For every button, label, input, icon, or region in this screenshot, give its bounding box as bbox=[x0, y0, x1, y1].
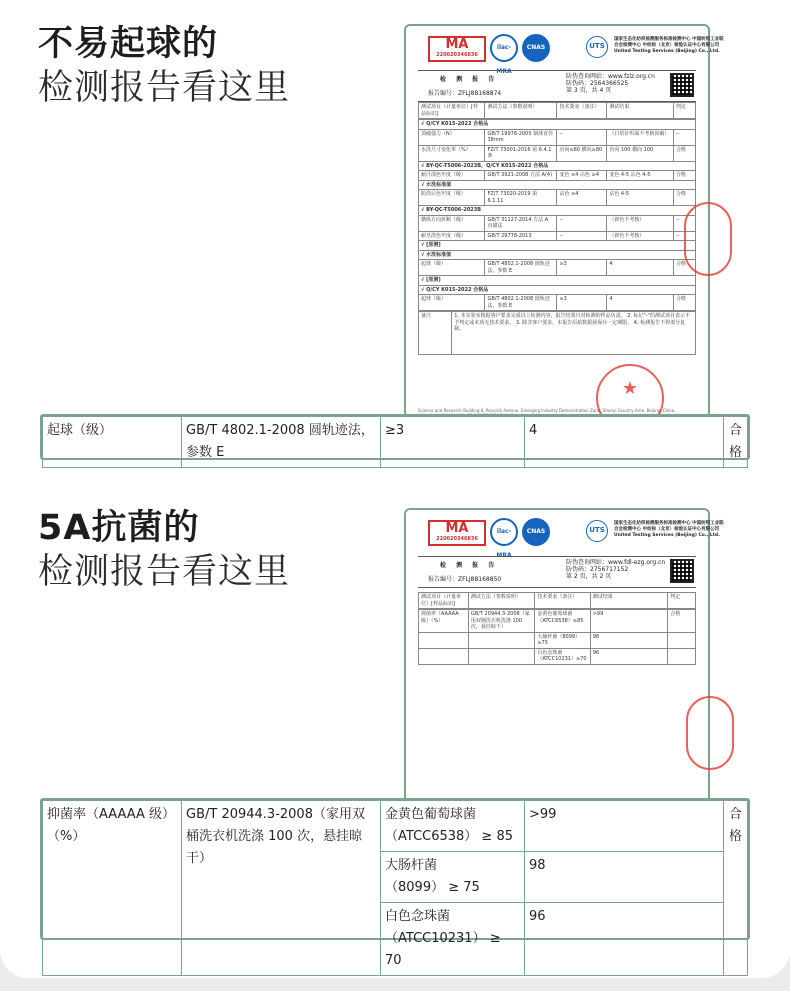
table-cell: FZ/T 73001-2016 第 6.4.1 条 bbox=[485, 145, 557, 161]
zoom-requirement: 大肠杆菌 （8099） ≥ 75 bbox=[381, 852, 525, 903]
table-cell: √ [原测] bbox=[419, 276, 696, 286]
table-cell: √ Q/CY K015-2022 合格品 bbox=[419, 285, 696, 295]
report-rows bbox=[418, 119, 696, 311]
table-cell: 水洗尺寸变化率（%） bbox=[419, 145, 485, 161]
section2-subtitle: 检测报告看这里 bbox=[38, 552, 291, 592]
report-title: 检 测 报 告 bbox=[440, 76, 499, 83]
table-cell: -- bbox=[557, 215, 607, 231]
table-row bbox=[419, 161, 696, 171]
table-cell: 沾色 ≥4 bbox=[557, 190, 607, 206]
cnas-logo: CNAS bbox=[522, 518, 550, 546]
table-row bbox=[419, 129, 696, 145]
section1-title: 不易起球的 bbox=[38, 24, 219, 64]
table-row bbox=[419, 171, 696, 181]
table-cell: √ Q/CY K015-2022 合格品 bbox=[419, 120, 696, 130]
seam-stamp bbox=[686, 696, 734, 770]
table-cell: 合格 bbox=[673, 190, 695, 206]
zoom-item: 起球（级） bbox=[43, 417, 182, 468]
table-row bbox=[419, 206, 696, 216]
table-cell: √ [原测] bbox=[419, 241, 696, 251]
table-cell: 4 bbox=[607, 295, 673, 311]
table-cell: 合格 bbox=[673, 260, 695, 276]
table-cell: 98 bbox=[590, 632, 668, 648]
cnas-logo: CNAS bbox=[522, 34, 550, 62]
table-cell bbox=[668, 632, 696, 648]
table-header-row: 测试项目（计量单位）[样品标识] 测试方法（参数说明） 技术要求（备注） 测试结果 判定 bbox=[419, 103, 696, 119]
table-cell: 96 bbox=[590, 648, 668, 664]
table-cell: GB/T 4802.1-2008 圆轨迹法，参数 E bbox=[485, 295, 557, 311]
table-cell: 起球（级） bbox=[419, 295, 485, 311]
zoom-item: 抑菌率（AAAAA 级）（%） bbox=[43, 801, 182, 976]
table-row bbox=[419, 190, 696, 206]
table-cell: -- bbox=[673, 215, 695, 231]
report-document-2 bbox=[404, 508, 724, 808]
report-document-1 bbox=[404, 24, 724, 418]
table-cell: GB/T 20944.3-2008（家用双桶洗衣机洗涤 100 次，悬挂晾干） bbox=[468, 610, 534, 633]
report-header bbox=[418, 556, 696, 588]
report-footer: Science and Research Building 8, Peacock Avenue, Emerging Industry Demonstration Zone, Shunyi Country Area, Beijing, China bbox=[418, 408, 675, 413]
table-row bbox=[419, 215, 696, 231]
ilac-logo: ilac-MRA bbox=[490, 34, 518, 62]
uts-logo: UTS bbox=[586, 520, 608, 542]
report-logos bbox=[428, 516, 724, 559]
table-cell: 沾色 4-5 bbox=[607, 190, 673, 206]
seam-stamp bbox=[684, 202, 732, 276]
table-row bbox=[419, 610, 696, 633]
zoom-rows-antibacterial bbox=[40, 798, 750, 968]
table-cell: √ BY-QC-T5006-2023B，Q/CY K015-2022 合格品 bbox=[419, 161, 696, 171]
report-site: 防伪查询网站：www.fdl-ezg.org.cn 防伪码：2756717152 第 2 页，共 2 页 bbox=[566, 559, 666, 580]
table-cell: 抑菌率（AAAAA 级）（%） bbox=[419, 610, 469, 633]
table-cell: GB/T 3921-2008 方法 A(4) bbox=[485, 171, 557, 181]
report-title: 检 测 报 告 bbox=[440, 562, 499, 569]
table-cell: GB/T 19976-2005 钢球直径 38mm bbox=[485, 129, 557, 145]
zoom-judgement: 合格 bbox=[724, 801, 748, 976]
table-cell: GB/T 4802.1-2008 圆轨迹法，参数 E bbox=[485, 260, 557, 276]
section2-title: 5A抗菌的 bbox=[38, 508, 200, 548]
table-cell: GB/T 31127-2014 方法 A 直描法 bbox=[485, 215, 557, 231]
table-row bbox=[419, 241, 696, 251]
report-number: 报告编号：ZFLJ88168850 bbox=[428, 576, 502, 583]
table-cell: 直向≥80 横向≥80 bbox=[557, 145, 607, 161]
table-cell: 耐汗渍色牢度（级） bbox=[419, 171, 485, 181]
table-cell: 耐皂洗色牢度（级） bbox=[419, 231, 485, 241]
table-cell: 大肠杆菌（8099）≥75 bbox=[535, 632, 590, 648]
table-cell: >99 bbox=[590, 610, 668, 633]
zoom-requirement: 金黄色葡萄球菌 （ATCC6538） ≥ 85 bbox=[381, 801, 525, 852]
report-rows bbox=[418, 609, 696, 665]
table-cell: 变色 4-5 沾色 4-5 bbox=[607, 171, 673, 181]
report-logos bbox=[428, 32, 724, 75]
report-header bbox=[418, 70, 696, 102]
report-table-2 bbox=[418, 592, 696, 665]
org-name: 国家生态化纺织检测服务标准检测中心 中国纺织工业联合会检测中心 中纺标（北京）检验认证中心有限公司 United Testing Services (Beijing) Co., Ltd. bbox=[614, 521, 724, 538]
table-cell: （新色不考核） bbox=[607, 231, 673, 241]
table-cell: 直向 100 横向 100 bbox=[607, 145, 673, 161]
table-cell: √ 水洗标准值 bbox=[419, 180, 696, 190]
table-row bbox=[419, 120, 696, 130]
table-cell bbox=[468, 632, 534, 648]
qr-code bbox=[670, 559, 694, 583]
table-cell: 防洗后色牢度（级） bbox=[419, 190, 485, 206]
table-row bbox=[419, 231, 696, 241]
zoom-result: 98 bbox=[525, 852, 724, 903]
table-cell: 起球（级） bbox=[419, 260, 485, 276]
section1-subtitle: 检测报告看这里 bbox=[38, 68, 291, 108]
table-cell: （日常针织面不考核顶破） bbox=[607, 129, 673, 145]
report-number: 报告编号：ZFLJ88168874 bbox=[428, 90, 502, 97]
report-table-1 bbox=[418, 102, 696, 355]
zoom-row-pilling bbox=[40, 414, 750, 460]
table-cell: √ BY-QC-T5006-2023B bbox=[419, 206, 696, 216]
table-cell: 白色念珠菌（ATCC10231）≥70 bbox=[535, 648, 590, 664]
table-cell: √ 水洗标准值 bbox=[419, 250, 696, 260]
table-row bbox=[419, 250, 696, 260]
table-cell: -- bbox=[673, 129, 695, 145]
cma-logo: MA 220020346836 bbox=[428, 520, 486, 546]
table-header-row: 测试项目（计量单位）[样品标识] 测试方法（参数说明） 技术要求（备注） 测试结果 判定 bbox=[419, 593, 696, 609]
zoom-judgement: 合格 bbox=[724, 417, 748, 468]
zoom-requirement: 白色念珠菌 （ATCC10231） ≥ 70 bbox=[381, 903, 525, 976]
table-row bbox=[419, 260, 696, 276]
table-row bbox=[419, 632, 696, 648]
table-row bbox=[419, 295, 696, 311]
table-row bbox=[419, 180, 696, 190]
table-cell: FZ/T 73020-2019 第 6.1.11 bbox=[485, 190, 557, 206]
zoom-method: GB/T 4802.1-2008 圆轨迹法，参数 E bbox=[182, 417, 381, 468]
table-cell: 合格 bbox=[673, 171, 695, 181]
table-cell bbox=[468, 648, 534, 664]
ilac-logo: ilac-MRA bbox=[490, 518, 518, 546]
table-cell: 金黄色葡萄球菌（ATCC6538）≥85 bbox=[535, 610, 590, 633]
cma-logo: MA 220020346836 bbox=[428, 36, 486, 62]
zoom-result: 96 bbox=[525, 903, 724, 976]
table-cell: 合格 bbox=[668, 610, 696, 633]
table-cell: -- bbox=[557, 231, 607, 241]
zoom-method: GB/T 20944.3-2008（家用双桶洗衣机洗涤 100 次，悬挂晾干） bbox=[182, 801, 381, 976]
org-name: 国家生态化纺织检测服务标准检测中心 中国纺织工业联合会检测中心 中纺标（北京）检验认证中心有限公司 United Testing Services (Beijing) Co., Ltd. bbox=[614, 37, 724, 54]
table-cell bbox=[419, 632, 469, 648]
zoom-result: 4 bbox=[525, 417, 724, 468]
table-cell: -- bbox=[673, 231, 695, 241]
table-cell: ≥3 bbox=[557, 295, 607, 311]
zoom-requirement: ≥3 bbox=[381, 417, 525, 468]
section1-heading bbox=[38, 22, 290, 110]
table-row bbox=[419, 285, 696, 295]
table-cell: 横纵方向折断（级） bbox=[419, 215, 485, 231]
table-row bbox=[419, 648, 696, 664]
table-cell: -- bbox=[557, 129, 607, 145]
section2-heading bbox=[38, 506, 290, 594]
table-cell bbox=[668, 648, 696, 664]
table-cell: 合格 bbox=[673, 145, 695, 161]
report-site: 防伪查询网站：www.fzlz.org.cn 防伪码：2564366525 第 3 页，共 4 页 bbox=[566, 73, 655, 94]
official-stamp: ★ bbox=[596, 364, 664, 432]
table-cell: 变色 ≥4 沾色 ≥4 bbox=[557, 171, 607, 181]
table-cell: ≥3 bbox=[557, 260, 607, 276]
qr-code bbox=[670, 73, 694, 97]
table-cell: 顶破强力（N） bbox=[419, 129, 485, 145]
table-cell: 4 bbox=[607, 260, 673, 276]
notes-table: 备注 1. 本实验室根据客户要求完成以上检测内容，报告结果只对检测的样品负责。 2. 标记"-"的测试项目表示不予判定或本项无技术要求。 3. 除非客户要求，本报告原始数据须保存一定期限。 4. 检测报告不得部分复制。 bbox=[418, 311, 696, 355]
table-row bbox=[419, 145, 696, 161]
table-cell: （新色不考核） bbox=[607, 215, 673, 231]
table-row bbox=[419, 276, 696, 286]
zoom-result: >99 bbox=[525, 801, 724, 852]
table-cell bbox=[419, 648, 469, 664]
table-cell: GB/T 29778-2013 bbox=[485, 231, 557, 241]
table-cell: 合格 bbox=[673, 295, 695, 311]
uts-logo: UTS bbox=[586, 36, 608, 58]
